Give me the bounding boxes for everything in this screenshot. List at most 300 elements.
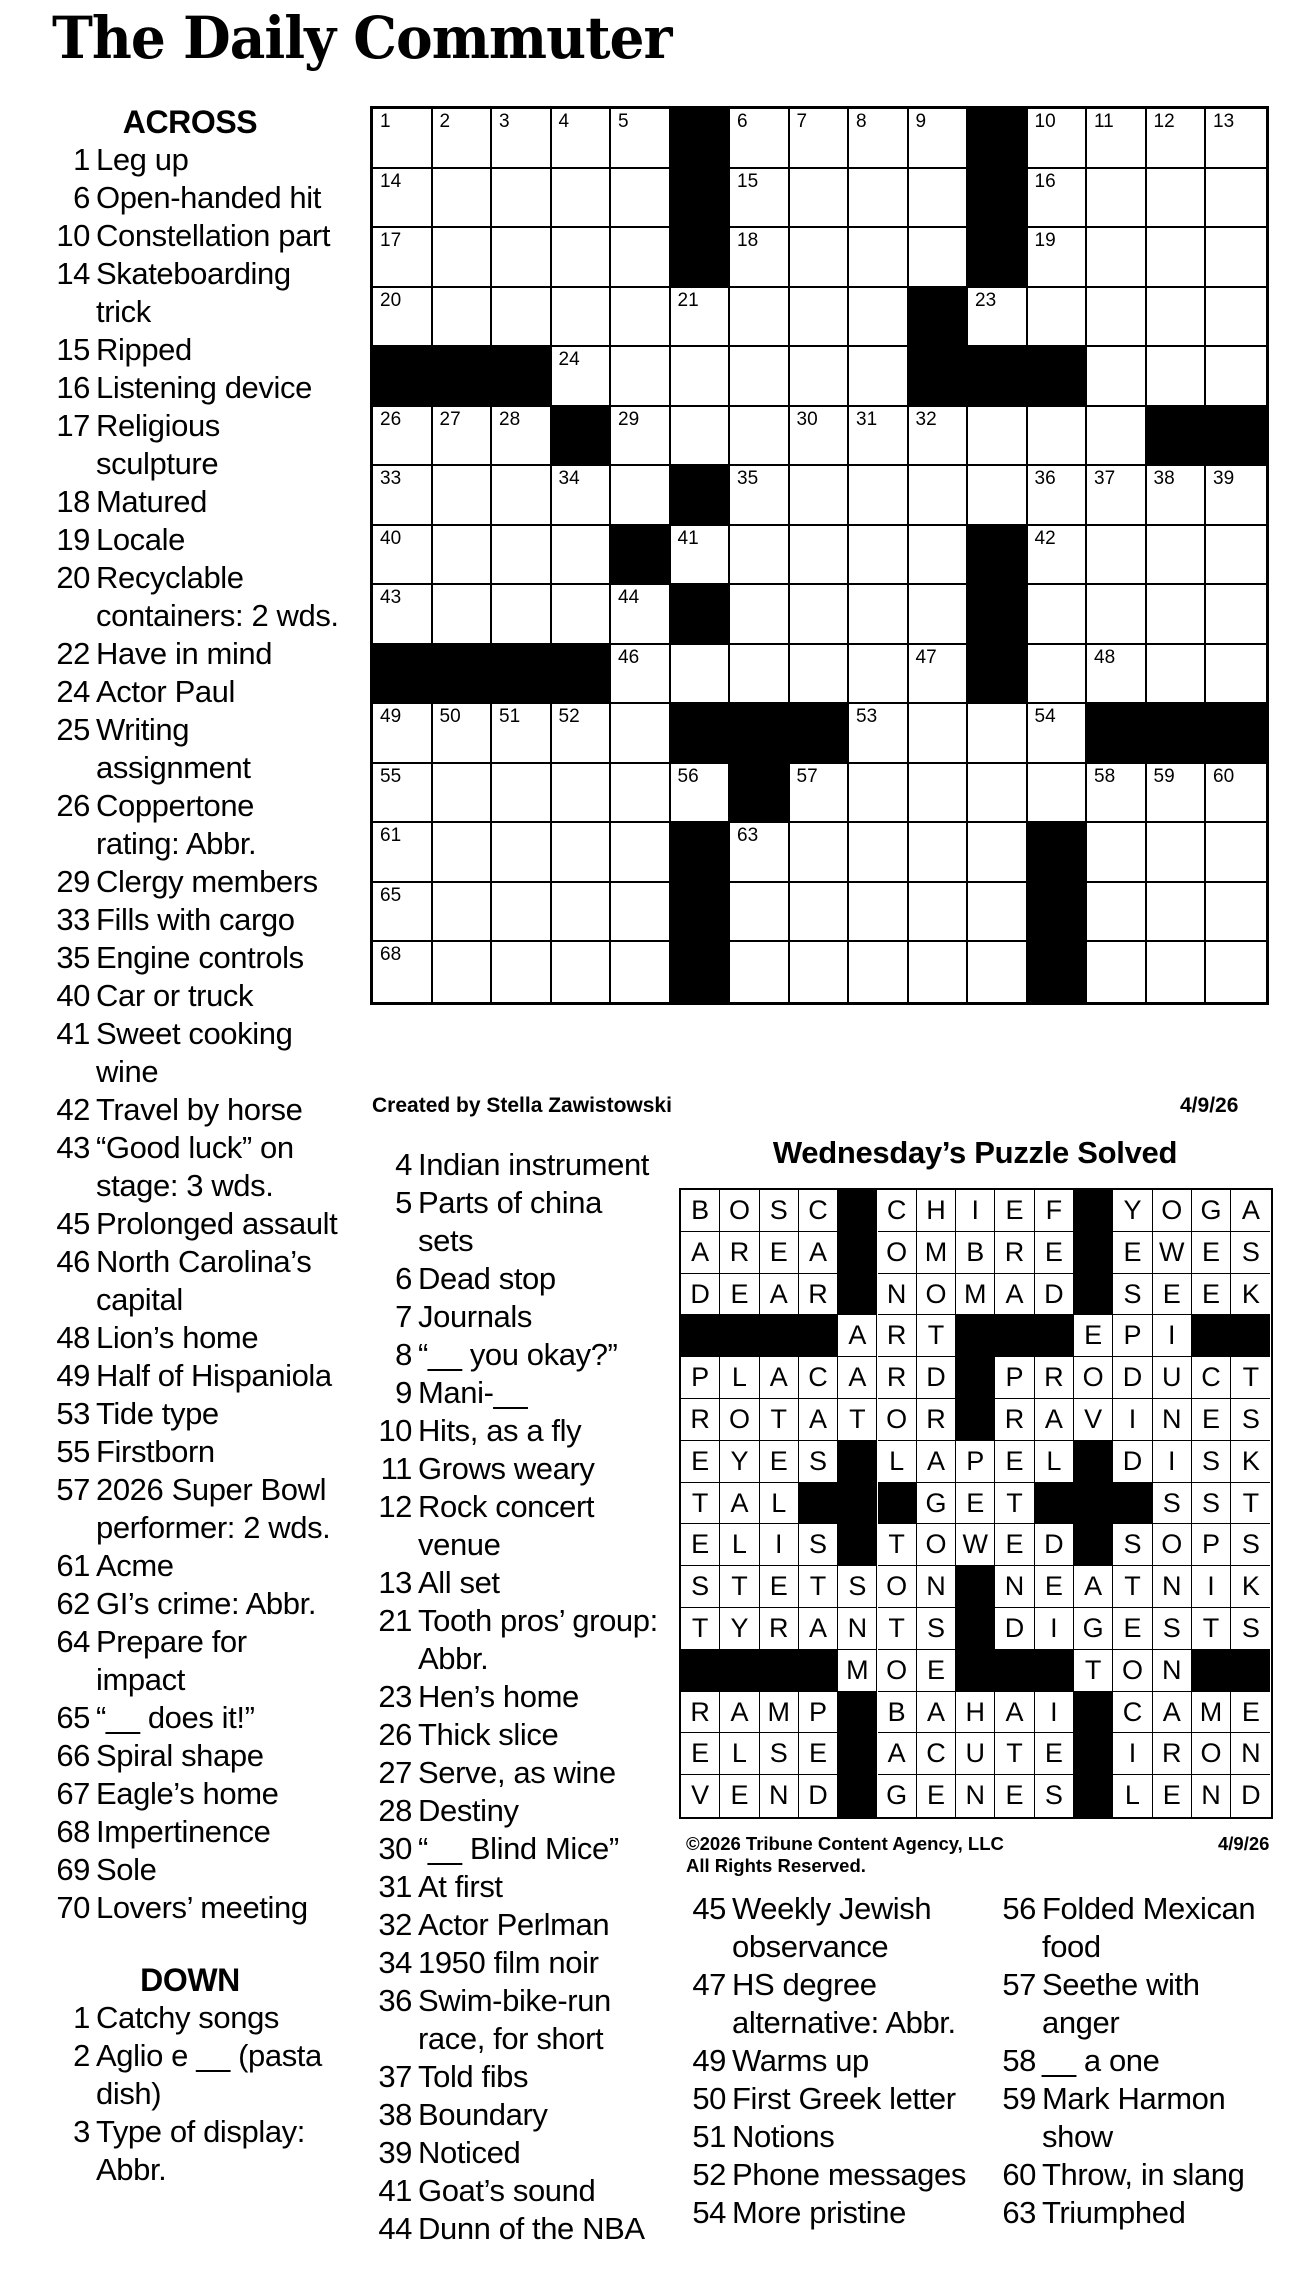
grid-cell[interactable] <box>790 645 850 705</box>
grid-black-square <box>1087 704 1147 764</box>
grid-cell[interactable] <box>671 347 731 407</box>
grid-cell[interactable] <box>790 585 850 645</box>
grid-cell[interactable] <box>790 288 850 348</box>
grid-cell[interactable] <box>1147 526 1207 586</box>
grid-cell[interactable] <box>492 109 552 169</box>
grid-cell[interactable] <box>730 347 790 407</box>
grid-cell[interactable] <box>790 883 850 943</box>
grid-cell[interactable] <box>671 288 731 348</box>
grid-cell[interactable] <box>1206 526 1266 586</box>
grid-cell[interactable] <box>730 288 790 348</box>
clue-item <box>40 217 340 255</box>
grid-cell[interactable] <box>909 169 969 229</box>
solution-letter: N <box>760 1775 799 1817</box>
grid-cell[interactable] <box>373 764 433 824</box>
solution-black-square <box>1035 1315 1074 1357</box>
clue-number: 33 <box>56 902 90 937</box>
grid-black-square <box>671 466 731 526</box>
clue-number: 41 <box>56 1016 90 1051</box>
clue-number: 56 <box>1002 1891 1036 1926</box>
cell-number: 2 <box>439 111 451 132</box>
grid-cell[interactable] <box>611 585 671 645</box>
grid-cell[interactable] <box>849 823 909 883</box>
clue-text: 1950 film noir <box>418 1945 599 1980</box>
solution-letter: I <box>1192 1566 1231 1608</box>
grid-cell[interactable] <box>492 407 552 467</box>
grid-cell[interactable] <box>790 466 850 526</box>
grid-cell[interactable] <box>1028 585 1088 645</box>
grid-cell[interactable] <box>849 109 909 169</box>
solution-letter: Y <box>720 1441 759 1483</box>
grid-cell[interactable] <box>1087 288 1147 348</box>
grid-cell[interactable] <box>909 823 969 883</box>
grid-cell[interactable] <box>1028 764 1088 824</box>
solution-black-square <box>760 1650 799 1692</box>
grid-cell[interactable] <box>492 942 552 1002</box>
grid-cell[interactable] <box>1028 228 1088 288</box>
grid-cell[interactable] <box>1206 466 1266 526</box>
solution-letter: E <box>1192 1274 1231 1316</box>
grid-cell[interactable] <box>373 407 433 467</box>
grid-cell[interactable] <box>611 704 671 764</box>
solution-letter: T <box>1113 1566 1152 1608</box>
grid-cell[interactable] <box>849 228 909 288</box>
grid-cell[interactable] <box>849 466 909 526</box>
grid-cell[interactable] <box>1206 645 1266 705</box>
solution-black-square <box>1074 1190 1113 1232</box>
grid-cell[interactable] <box>1147 228 1207 288</box>
grid-cell[interactable] <box>611 347 671 407</box>
solution-letter: M <box>838 1650 877 1692</box>
solution-letter: R <box>878 1315 917 1357</box>
grid-cell[interactable] <box>492 883 552 943</box>
grid-cell[interactable] <box>968 288 1028 348</box>
grid-cell[interactable] <box>909 109 969 169</box>
grid-cell[interactable] <box>433 526 493 586</box>
grid-cell[interactable] <box>1028 109 1088 169</box>
cell-number: 22 <box>915 289 937 311</box>
grid-cell[interactable] <box>671 764 731 824</box>
clue-item <box>40 141 340 179</box>
grid-cell[interactable] <box>492 288 552 348</box>
grid-cell[interactable] <box>1028 704 1088 764</box>
solution-letter: R <box>917 1399 956 1441</box>
down-list-d <box>986 1890 1256 2232</box>
grid-cell[interactable] <box>730 942 790 1002</box>
solution-black-square <box>956 1650 995 1692</box>
grid-cell[interactable] <box>1087 526 1147 586</box>
clue-item <box>986 2042 1256 2080</box>
grid-cell[interactable] <box>730 228 790 288</box>
solution-letter: I <box>1113 1399 1152 1441</box>
grid-cell[interactable] <box>373 823 433 883</box>
clue-text: More pristine <box>732 2195 906 2230</box>
grid-cell[interactable] <box>433 288 493 348</box>
clue-item <box>40 331 340 369</box>
clue-text: Noticed <box>418 2135 521 2170</box>
grid-cell[interactable] <box>1087 585 1147 645</box>
grid-cell[interactable] <box>909 942 969 1002</box>
cell-number: 49 <box>380 706 402 727</box>
grid-cell[interactable] <box>611 228 671 288</box>
clue-item <box>40 1851 340 1889</box>
solution-letter: G <box>878 1775 917 1817</box>
solution-letter: O <box>878 1650 917 1692</box>
solution-letter: A <box>1035 1399 1074 1441</box>
grid-cell[interactable] <box>968 704 1028 764</box>
grid-cell[interactable] <box>373 526 433 586</box>
down-clues-b <box>362 1146 662 2248</box>
solution-letter: T <box>838 1399 877 1441</box>
grid-cell[interactable] <box>433 228 493 288</box>
grid-cell[interactable] <box>849 942 909 1002</box>
solution-letter: A <box>838 1357 877 1399</box>
grid-cell[interactable] <box>849 704 909 764</box>
solution-letter: R <box>1035 1357 1074 1399</box>
grid-cell[interactable] <box>1087 823 1147 883</box>
grid-cell[interactable] <box>433 169 493 229</box>
grid-cell[interactable] <box>968 407 1028 467</box>
grid-black-square <box>433 645 493 705</box>
grid-cell[interactable] <box>968 764 1028 824</box>
grid-cell[interactable] <box>1206 228 1266 288</box>
grid-cell[interactable] <box>730 883 790 943</box>
grid-cell[interactable] <box>611 645 671 705</box>
grid-cell[interactable] <box>730 585 790 645</box>
solution-letter: T <box>878 1524 917 1566</box>
clue-item <box>362 1830 662 1868</box>
grid-cell[interactable] <box>492 526 552 586</box>
grid-cell[interactable] <box>730 526 790 586</box>
clue-text: Firstborn <box>96 1434 215 1469</box>
grid-cell[interactable] <box>611 109 671 169</box>
cell-number: 11 <box>1094 111 1114 132</box>
grid-cell[interactable] <box>1147 883 1207 943</box>
clue-item <box>362 1298 662 1336</box>
grid-cell[interactable] <box>1147 942 1207 1002</box>
clue-number: 4 <box>395 1147 412 1182</box>
solution-letter: V <box>681 1775 720 1817</box>
grid-cell[interactable] <box>671 645 731 705</box>
grid-cell[interactable] <box>909 585 969 645</box>
solution-letter: E <box>681 1524 720 1566</box>
grid-cell[interactable] <box>790 109 850 169</box>
grid-cell[interactable] <box>1087 883 1147 943</box>
grid-cell[interactable] <box>1087 407 1147 467</box>
grid-cell[interactable] <box>433 823 493 883</box>
grid-cell[interactable] <box>849 883 909 943</box>
grid-cell[interactable] <box>849 288 909 348</box>
clue-number: 43 <box>56 1130 90 1165</box>
grid-cell[interactable] <box>1087 645 1147 705</box>
grid-cell[interactable] <box>790 169 850 229</box>
grid-cell[interactable] <box>730 109 790 169</box>
clue-number: 16 <box>56 370 90 405</box>
cell-number: 60 <box>1213 765 1235 787</box>
solution-letter: A <box>1074 1566 1113 1608</box>
grid-cell[interactable] <box>1087 169 1147 229</box>
cell-number: 69 <box>677 944 699 965</box>
grid-cell[interactable] <box>849 585 909 645</box>
grid-cell[interactable] <box>552 764 612 824</box>
grid-cell[interactable] <box>1028 288 1088 348</box>
grid-cell[interactable] <box>552 526 612 586</box>
solution-black-square <box>720 1315 759 1357</box>
solution-letter: A <box>995 1274 1034 1316</box>
solution-letter: B <box>956 1232 995 1274</box>
clue-number: 59 <box>1002 2081 1036 2116</box>
solution-letter: W <box>1153 1232 1192 1274</box>
grid-cell[interactable] <box>492 169 552 229</box>
grid-cell[interactable] <box>433 764 493 824</box>
grid-cell[interactable] <box>552 109 612 169</box>
grid-cell[interactable] <box>611 466 671 526</box>
grid-cell[interactable] <box>968 942 1028 1002</box>
grid-cell[interactable] <box>373 704 433 764</box>
clue-text: Folded Mexican food <box>1042 1891 1256 1964</box>
grid-cell[interactable] <box>1087 347 1147 407</box>
grid-cell[interactable] <box>492 704 552 764</box>
grid-cell[interactable] <box>909 883 969 943</box>
grid-cell[interactable] <box>552 169 612 229</box>
cell-number: 6 <box>737 111 748 132</box>
grid-cell[interactable] <box>849 645 909 705</box>
grid-cell[interactable] <box>968 883 1028 943</box>
grid-cell[interactable] <box>1087 109 1147 169</box>
grid-cell[interactable] <box>433 704 493 764</box>
cell-number: 68 <box>380 944 402 965</box>
clue-item <box>40 1999 340 2037</box>
solution-letter: G <box>917 1483 956 1525</box>
grid-cell[interactable] <box>492 228 552 288</box>
solution-letter: T <box>917 1315 956 1357</box>
cell-number: 48 <box>1094 646 1116 668</box>
grid-cell[interactable] <box>1028 466 1088 526</box>
solution-letter: E <box>760 1566 799 1608</box>
cell-number: 1 <box>380 111 391 132</box>
grid-cell[interactable] <box>790 347 850 407</box>
solution-letter: E <box>1113 1232 1152 1274</box>
grid-cell[interactable] <box>849 347 909 407</box>
grid-cell[interactable] <box>433 109 493 169</box>
grid-cell[interactable] <box>433 407 493 467</box>
grid-cell[interactable] <box>492 585 552 645</box>
solution-letter: Y <box>1113 1190 1152 1232</box>
grid-cell[interactable] <box>909 645 969 705</box>
solution-letter: E <box>956 1483 995 1525</box>
grid-cell[interactable] <box>671 407 731 467</box>
grid-cell[interactable] <box>1206 883 1266 943</box>
grid-cell[interactable] <box>552 823 612 883</box>
clue-number: 65 <box>56 1700 90 1735</box>
clue-text: Goat’s sound <box>418 2173 596 2208</box>
grid-cell[interactable] <box>373 228 433 288</box>
grid-cell[interactable] <box>373 942 433 1002</box>
grid-cell[interactable] <box>790 526 850 586</box>
grid-cell[interactable] <box>611 288 671 348</box>
clue-item <box>676 2194 976 2232</box>
clue-number: 54 <box>692 2195 726 2230</box>
grid-cell[interactable] <box>1147 764 1207 824</box>
clue-item <box>362 2058 662 2096</box>
grid-cell[interactable] <box>373 288 433 348</box>
grid-cell[interactable] <box>492 764 552 824</box>
solution-letter: L <box>720 1733 759 1775</box>
grid-cell[interactable] <box>1147 823 1207 883</box>
grid-cell[interactable] <box>1147 585 1207 645</box>
grid-cell[interactable] <box>552 466 612 526</box>
solution-letter: K <box>1231 1441 1270 1483</box>
solution-letter: Y <box>720 1608 759 1650</box>
grid-cell[interactable] <box>730 645 790 705</box>
grid-cell[interactable] <box>968 466 1028 526</box>
cell-number: 13 <box>1213 111 1235 132</box>
grid-cell[interactable] <box>1087 466 1147 526</box>
grid-cell[interactable] <box>849 764 909 824</box>
clue-text: “__ you okay?” <box>418 1337 618 1372</box>
solution-letter: M <box>760 1692 799 1734</box>
solution-letter: P <box>1113 1315 1152 1357</box>
solution-letter: O <box>1192 1733 1231 1775</box>
grid-cell[interactable] <box>1147 466 1207 526</box>
clue-text: Triumphed <box>1042 2195 1186 2230</box>
clue-number: 35 <box>56 940 90 975</box>
grid-cell[interactable] <box>849 169 909 229</box>
grid-cell[interactable] <box>552 704 612 764</box>
grid-cell[interactable] <box>1087 942 1147 1002</box>
solution-letter: C <box>1192 1357 1231 1399</box>
solution-letter: H <box>956 1692 995 1734</box>
grid-cell[interactable] <box>433 883 493 943</box>
grid-cell[interactable] <box>1206 823 1266 883</box>
grid-cell[interactable] <box>373 169 433 229</box>
crossword-grid <box>370 106 1269 1005</box>
grid-cell[interactable] <box>1087 764 1147 824</box>
clue-item <box>40 1471 340 1547</box>
grid-black-square <box>611 526 671 586</box>
grid-cell[interactable] <box>790 764 850 824</box>
cell-number: 65 <box>380 884 402 906</box>
clue-number: 29 <box>56 864 90 899</box>
grid-cell[interactable] <box>909 526 969 586</box>
clue-text: Sweet cooking wine <box>96 1016 293 1089</box>
grid-cell[interactable] <box>1206 585 1266 645</box>
grid-cell[interactable] <box>849 407 909 467</box>
solution-letter: L <box>878 1441 917 1483</box>
grid-cell[interactable] <box>909 466 969 526</box>
grid-cell[interactable] <box>433 585 493 645</box>
grid-cell[interactable] <box>552 228 612 288</box>
grid-cell[interactable] <box>433 942 493 1002</box>
clue-number: 30 <box>378 1831 412 1866</box>
grid-cell[interactable] <box>1206 109 1266 169</box>
solution-letter: O <box>1153 1190 1192 1232</box>
grid-cell[interactable] <box>730 169 790 229</box>
grid-cell[interactable] <box>1028 169 1088 229</box>
grid-cell[interactable] <box>1147 169 1207 229</box>
grid-cell[interactable] <box>909 228 969 288</box>
clue-number: 15 <box>56 332 90 367</box>
grid-cell[interactable] <box>373 883 433 943</box>
grid-cell[interactable] <box>790 823 850 883</box>
grid-cell[interactable] <box>611 169 671 229</box>
grid-cell[interactable] <box>373 466 433 526</box>
grid-cell[interactable] <box>730 466 790 526</box>
grid-cell[interactable] <box>552 942 612 1002</box>
clue-text: Aglio e __ (pasta dish) <box>96 2038 322 2111</box>
grid-cell[interactable] <box>611 883 671 943</box>
grid-cell[interactable] <box>1206 764 1266 824</box>
across-list <box>40 141 340 1927</box>
clue-item <box>40 711 340 787</box>
clue-item <box>362 1374 662 1412</box>
grid-cell[interactable] <box>1028 645 1088 705</box>
grid-cell[interactable] <box>1087 228 1147 288</box>
cell-number: 21 <box>677 289 699 311</box>
clue-text: Journals <box>418 1299 532 1334</box>
grid-cell[interactable] <box>611 942 671 1002</box>
solution-black-square <box>956 1566 995 1608</box>
clue-text: Throw, in slang <box>1042 2157 1245 2192</box>
grid-cell[interactable] <box>1028 407 1088 467</box>
grid-cell[interactable] <box>790 407 850 467</box>
clue-text: Writing assignment <box>96 712 251 785</box>
grid-cell[interactable] <box>1206 347 1266 407</box>
grid-cell[interactable] <box>552 347 612 407</box>
grid-cell[interactable] <box>730 407 790 467</box>
grid-cell[interactable] <box>552 585 612 645</box>
grid-cell[interactable] <box>1206 288 1266 348</box>
solution-letter: C <box>1113 1692 1152 1734</box>
solution-letter: A <box>799 1608 838 1650</box>
grid-cell[interactable] <box>1147 645 1207 705</box>
grid-cell[interactable] <box>730 823 790 883</box>
grid-cell[interactable] <box>790 228 850 288</box>
grid-cell[interactable] <box>611 823 671 883</box>
grid-cell[interactable] <box>611 407 671 467</box>
grid-cell[interactable] <box>373 109 433 169</box>
grid-black-square <box>968 645 1028 705</box>
grid-cell[interactable] <box>373 585 433 645</box>
grid-cell[interactable] <box>790 942 850 1002</box>
grid-cell[interactable] <box>909 704 969 764</box>
solution-letter: R <box>760 1608 799 1650</box>
grid-cell[interactable] <box>1206 942 1266 1002</box>
grid-cell[interactable] <box>1028 526 1088 586</box>
clue-text: Matured <box>96 484 207 519</box>
grid-cell[interactable] <box>849 526 909 586</box>
grid-cell[interactable] <box>909 764 969 824</box>
clue-number: 57 <box>56 1472 90 1507</box>
grid-cell[interactable] <box>433 466 493 526</box>
cell-number: 56 <box>677 765 699 787</box>
clue-item <box>362 2210 662 2248</box>
grid-cell[interactable] <box>1206 169 1266 229</box>
grid-cell[interactable] <box>1147 288 1207 348</box>
grid-cell[interactable] <box>492 823 552 883</box>
clue-text: Skateboarding trick <box>96 256 291 329</box>
grid-cell[interactable] <box>1147 347 1207 407</box>
grid-cell[interactable] <box>492 466 552 526</box>
grid-cell[interactable] <box>968 823 1028 883</box>
grid-cell[interactable] <box>552 883 612 943</box>
grid-cell[interactable] <box>909 407 969 467</box>
solution-letter: L <box>760 1483 799 1525</box>
grid-cell[interactable] <box>671 526 731 586</box>
grid-cell[interactable] <box>611 764 671 824</box>
grid-cell[interactable] <box>1147 109 1207 169</box>
grid-cell[interactable] <box>552 288 612 348</box>
